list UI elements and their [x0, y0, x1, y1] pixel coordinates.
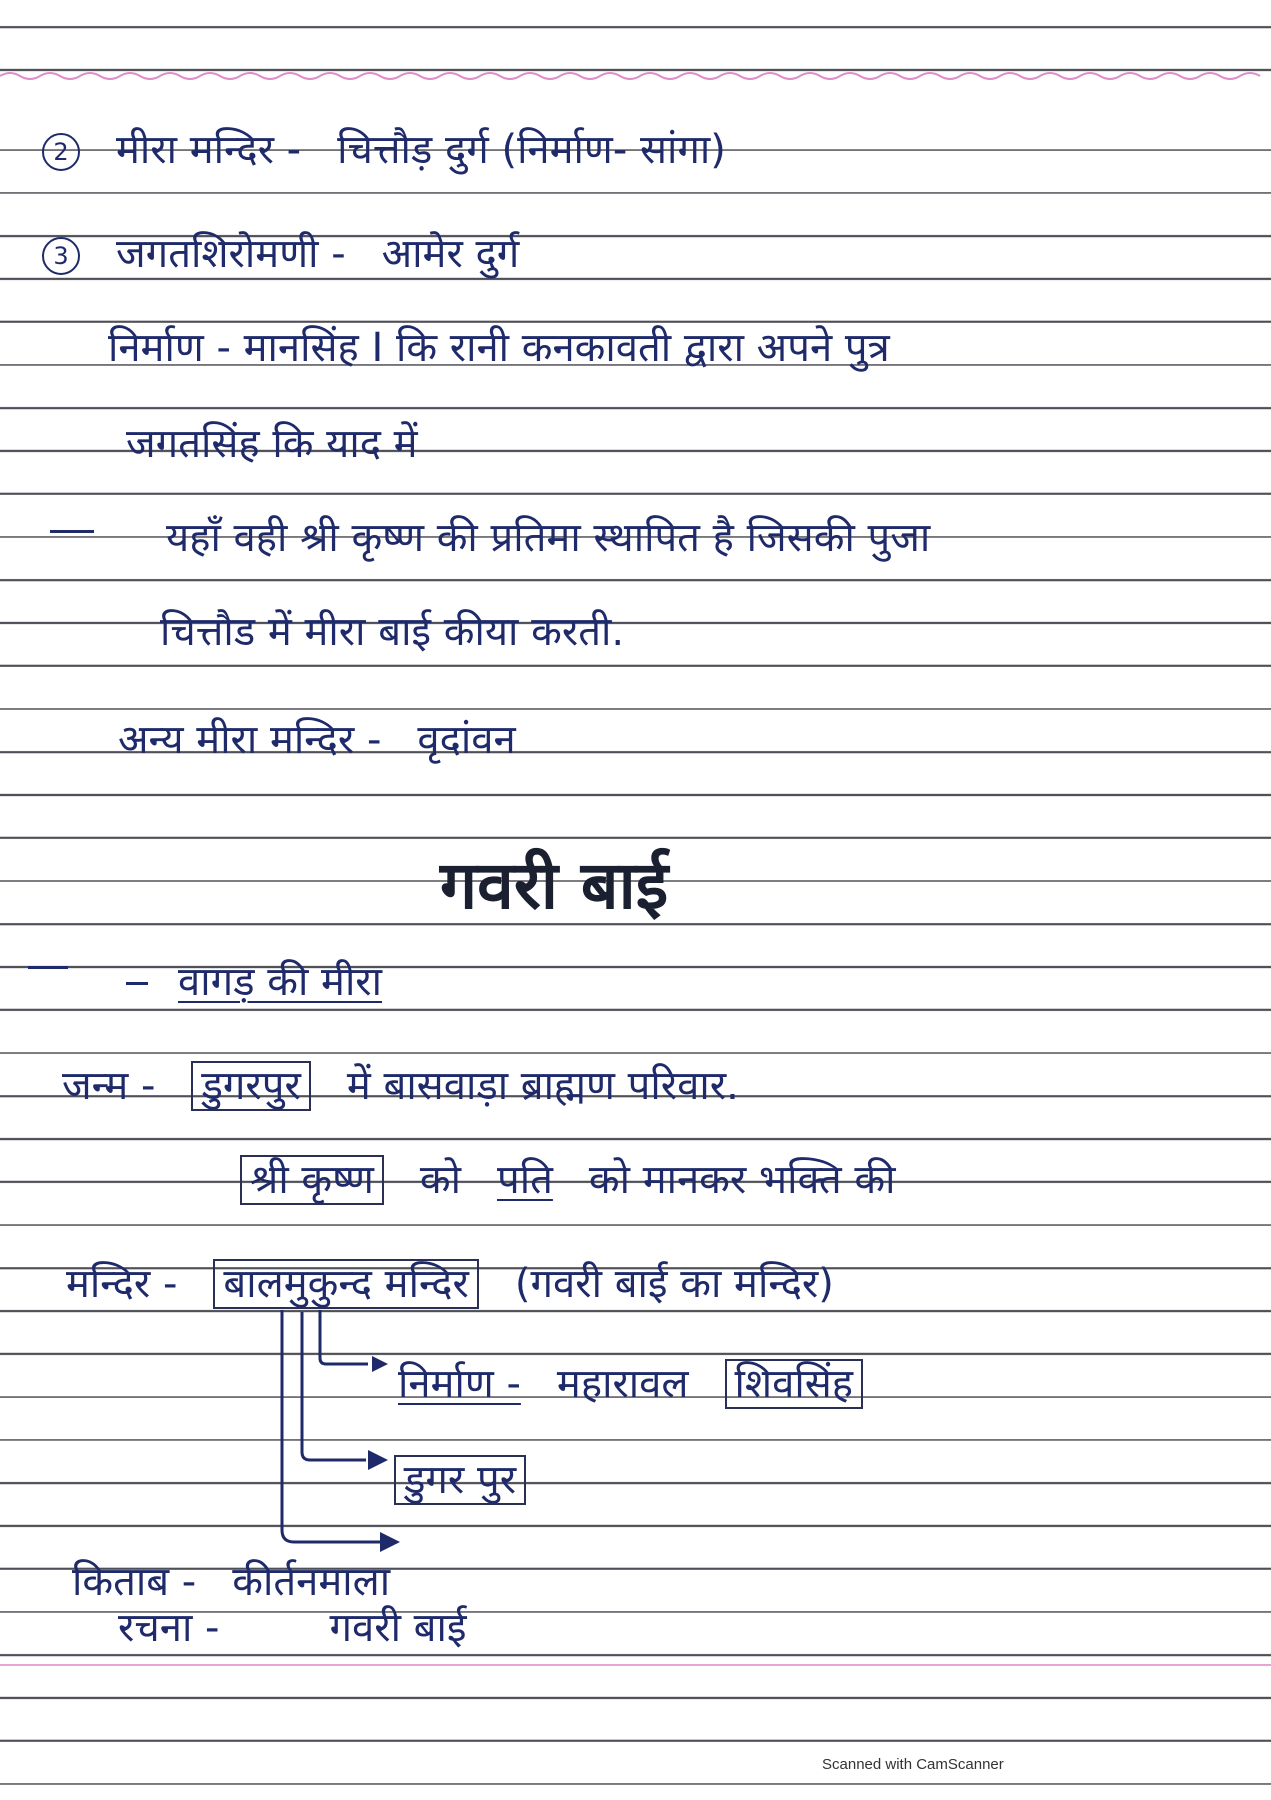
note-line-6: चित्तौड में मीरा बाई कीया करती. — [160, 609, 625, 655]
line7-value: वृदांवन — [417, 717, 516, 763]
item-number-2: 2 — [42, 133, 80, 171]
note-line-5: यहाँ वही श्री कृष्ण की प्रतिमा स्थापित है जिसकी पुजा — [166, 515, 931, 561]
line9-label: जन्म - — [62, 1063, 156, 1109]
line1-left: मीरा मन्दिर - — [116, 127, 302, 173]
line11-boxed: बालमुकुन्द मन्दिर — [213, 1259, 479, 1309]
arrowhead-1 — [372, 1356, 388, 1372]
note-line-3: निर्माण - मानसिंह I कि रानी कनकावती द्वारा अपने पुत्र — [108, 325, 890, 371]
scanner-footer: Scanned with CamScanner — [822, 1756, 1004, 1773]
note-line-14 — [72, 1558, 426, 1606]
note-line-8: वागड़ की मीरा — [178, 959, 383, 1005]
arrow-stem-outer — [282, 1310, 382, 1542]
line15-label: रचना - — [118, 1605, 220, 1651]
line2-left: जगतशिरोमणी - — [116, 231, 346, 277]
line10-boxed: श्री कृष्ण — [240, 1155, 384, 1205]
line10-mid: को — [419, 1157, 462, 1203]
line15-value: गवरी बाई — [329, 1605, 467, 1651]
line2-right: आमेर दुर्ग — [381, 231, 520, 277]
line9-place-box: डुगरपुर — [191, 1061, 310, 1111]
note-line-15 — [118, 1604, 503, 1652]
line12-mid: महारावल — [556, 1361, 689, 1407]
line13-boxed: डुगर पुर — [394, 1455, 526, 1505]
line14-label: किताब - — [72, 1559, 197, 1605]
arrow-stem-middle — [302, 1312, 366, 1460]
item-number-3: 3 — [42, 237, 80, 275]
line14-value: कीर्तनमाला — [232, 1559, 391, 1605]
line11-label: मन्दिर - — [66, 1261, 178, 1307]
line7-label: अन्य मीरा मन्दिर - — [118, 717, 382, 763]
line9-rest: में बासवाड़ा ब्राह्मण परिवार. — [346, 1063, 739, 1109]
note-line-4: जगतसिंह कि याद में — [126, 421, 418, 467]
line1-right: चित्तौड़ दुर्ग (निर्माण- सांगा) — [337, 127, 726, 173]
arrowhead-2 — [368, 1450, 388, 1470]
line10-underlined: पति — [497, 1157, 553, 1203]
line11-rest: (गवरी बाई का मन्दिर) — [514, 1261, 834, 1307]
line12-label: निर्माण - — [398, 1361, 521, 1407]
section-heading: गवरी बाई — [440, 847, 669, 924]
line10-rest: को मानकर भक्ति की — [588, 1157, 896, 1203]
arrow-stem-inner — [320, 1310, 368, 1364]
arrowhead-3 — [380, 1532, 400, 1552]
line12-boxed: शिवसिंह — [725, 1359, 863, 1409]
